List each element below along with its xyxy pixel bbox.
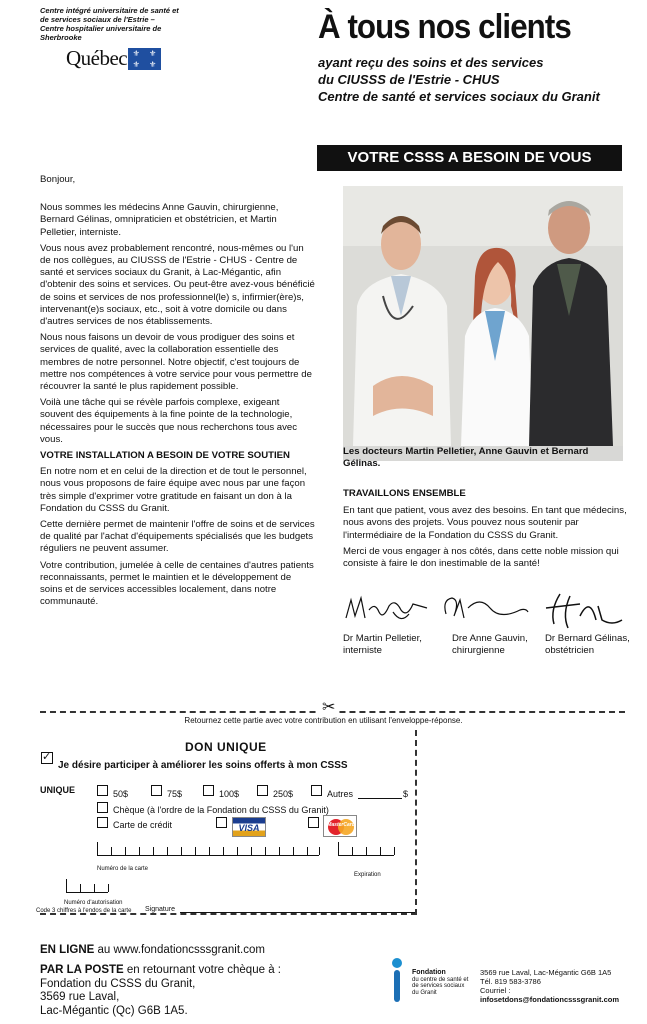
- foundation-logo: Fondation du centre de santé et de services sociaux du Granit: [392, 958, 482, 1008]
- right-paragraph: Merci de vous engager à nos côtés, dans cette noble mission qui consiste à faire le don inestimable de la santé!: [343, 545, 619, 570]
- section-heading: TRAVAILLONS ENSEMBLE: [343, 488, 466, 499]
- doctors-photo: [343, 186, 623, 461]
- right-column: [343, 488, 628, 574]
- card-number-field[interactable]: [97, 842, 319, 856]
- letter-paragraph: En notre nom et en celui de la direction et de tout le personnel, nous vous proposons de faire équipe avec nous par une façon très simple d'exprimer votre gratitude en faisant un don à la Fondation du CSSS du Granit.: [40, 466, 307, 514]
- quebec-flag-icon: ⚜ ⚜ ⚜ ⚜: [128, 48, 161, 70]
- visa-checkbox[interactable]: [216, 817, 227, 828]
- page-title: À tous nos clients: [318, 8, 571, 46]
- quebec-logo: Québec: [66, 46, 128, 70]
- scissors-icon: ✂: [318, 697, 339, 717]
- cheque-label: Chèque (à l'ordre de la Fondation du CSSS du Granit): [113, 805, 329, 815]
- ciusss-logo-text: Centre intégré universitaire de santé et de services sociaux de l'Estrie – Centre hospitalier universitaire de Sherbrooke: [40, 6, 179, 42]
- contact-info: 3569 rue Laval, Lac-Mégantic G6B 1A5 Tél. 819 583-3786 Courriel : infosetdons@fondationcsssgranit.com: [480, 968, 619, 1004]
- amount-other-checkbox[interactable]: [311, 785, 322, 796]
- expiration-label: Expiration: [354, 872, 381, 878]
- amount-other-label: Autres: [327, 789, 354, 799]
- right-paragraph: En tant que patient, vous avez des besoins. En tant que médecins, nous avons des projets. Vous pouvez nous soutenir par l'intermédiaire de la Fondation du CSSS du Granit.: [343, 505, 627, 541]
- amount-label: 75$: [167, 789, 183, 799]
- photo-caption: Les docteurs Martin Pelletier, Anne Gauvin et Bernard Gélinas.: [343, 446, 589, 469]
- section-heading: VOTRE INSTALLATION A BESOIN DE VOTRE SOUTIEN: [40, 450, 290, 462]
- banner: VOTRE CSSS A BESOIN DE VOUS: [317, 145, 622, 171]
- letter-paragraph: Nous nous faisons un devoir de vous prodiguer des soins et services de qualité, avec la collaboration essentielle des membres de notre personnel. Notre objectif, c'est toujours de mettre nos compétences à votre service pour vous permettre de récouvrer la santé le plus rapidement possible.: [40, 332, 312, 393]
- signature-gauvin: [440, 590, 530, 630]
- amount-label: 50$: [113, 789, 129, 799]
- authorization-sublabel: Code 3 chiffres à l'endos de la carte: [36, 908, 132, 914]
- expiration-field[interactable]: [338, 842, 394, 856]
- amount-250-checkbox[interactable]: [257, 785, 268, 796]
- letter-paragraph: Vous nous avez probablement rencontré, nous-mêmes ou l'un de nos collègues, au CIUSSS de l'Estrie - CHUS - Centre de santé et services sociaux du Granit, à Lac-Mégantic, afin d'obtenir des soins et services. Ou peut-être avez-vous bénéficié de soins et services de nos professionnel(le) s, infirmier(ère)s, intervenant(e)s sociaux, etc., soit à votre domicile ou dans d'autres services de nos établissements.: [40, 242, 315, 328]
- signature-field[interactable]: [180, 912, 415, 913]
- unique-label: UNIQUE: [40, 785, 76, 795]
- amount-50-checkbox[interactable]: [97, 785, 108, 796]
- return-note: Retournez cette partie avec votre contribution en utilisant l'enveloppe-réponse.: [184, 716, 463, 725]
- letter-body: [40, 174, 315, 613]
- participate-label: Je désire participer à améliorer les soins offerts à mon CSSS: [58, 760, 348, 771]
- page-subtitle: ayant reçu des soins et des services du CIUSSS de l'Estrie - CHUS Centre de santé et services sociaux du Granit: [318, 55, 600, 104]
- cheque-checkbox[interactable]: [97, 802, 108, 813]
- greeting: Bonjour,: [40, 174, 76, 185]
- form-title: DON UNIQUE: [185, 740, 267, 754]
- authorization-label: Numéro d'autorisation: [64, 900, 123, 906]
- card-number-label: Numéro de la carte: [97, 866, 149, 872]
- signature-name: Dr Martin Pelletier, interniste: [343, 633, 422, 656]
- mastercard-checkbox[interactable]: [308, 817, 319, 828]
- letter-paragraph: Nous sommes les médecins Anne Gauvin, chirurgienne, Bernard Gélinas, omnipraticien et obstétricien, et Martin Pelletier, interniste.: [40, 202, 279, 238]
- signature-name: Dre Anne Gauvin, chirurgienne: [452, 633, 528, 656]
- signature-gelinas: [540, 590, 625, 632]
- signature-label: Signature: [145, 906, 175, 913]
- amount-label: 100$: [219, 789, 240, 799]
- amount-75-checkbox[interactable]: [151, 785, 162, 796]
- letter-paragraph: Cette dernière permet de maintenir l'offre de soins et de services de qualité par l'achat d'équipements spécialisés que les budgets réguliers ne peuvent assumer.: [40, 519, 315, 555]
- letter-paragraph: Votre contribution, jumelée à celle de centaines d'autres patients reconnaissants, permet le maintien et le développement de soins et de services accessibles localement, dans notre communauté.: [40, 559, 314, 608]
- credit-card-checkbox[interactable]: [97, 817, 108, 828]
- mail-instructions: PAR LA POSTE en retournant votre chèque à : Fondation du CSSS du Granit, 3569 rue Laval, Lac-Mégantic (Qc) G6B 1A5.: [40, 964, 281, 1017]
- mastercard-logo: MasterCard: [323, 815, 357, 837]
- visa-logo: VISA: [232, 817, 266, 837]
- letter-paragraph: Voilà une tâche qui se révèle parfois complexe, exigeant souvent des équipements à la fine pointe de la technologie, nécessaires pour le succès que nous recherchons tous avec vous.: [40, 397, 298, 445]
- signature-pelletier: [343, 590, 433, 630]
- amount-100-checkbox[interactable]: [203, 785, 214, 796]
- participate-checkbox[interactable]: ✓: [42, 751, 52, 763]
- authorization-field[interactable]: [66, 879, 108, 893]
- currency-suffix: $: [403, 789, 409, 799]
- credit-card-label: Carte de crédit: [113, 820, 173, 830]
- contact-email-link[interactable]: infosetdons@fondationcsssgranit.com: [480, 995, 619, 1004]
- signature-name: Dr Bernard Gélinas, obstétricien: [545, 633, 630, 656]
- amount-label: 250$: [273, 789, 294, 799]
- amount-other-field[interactable]: [358, 798, 402, 799]
- online-instructions: EN LIGNE au www.fondationcsssgranit.com: [40, 944, 265, 956]
